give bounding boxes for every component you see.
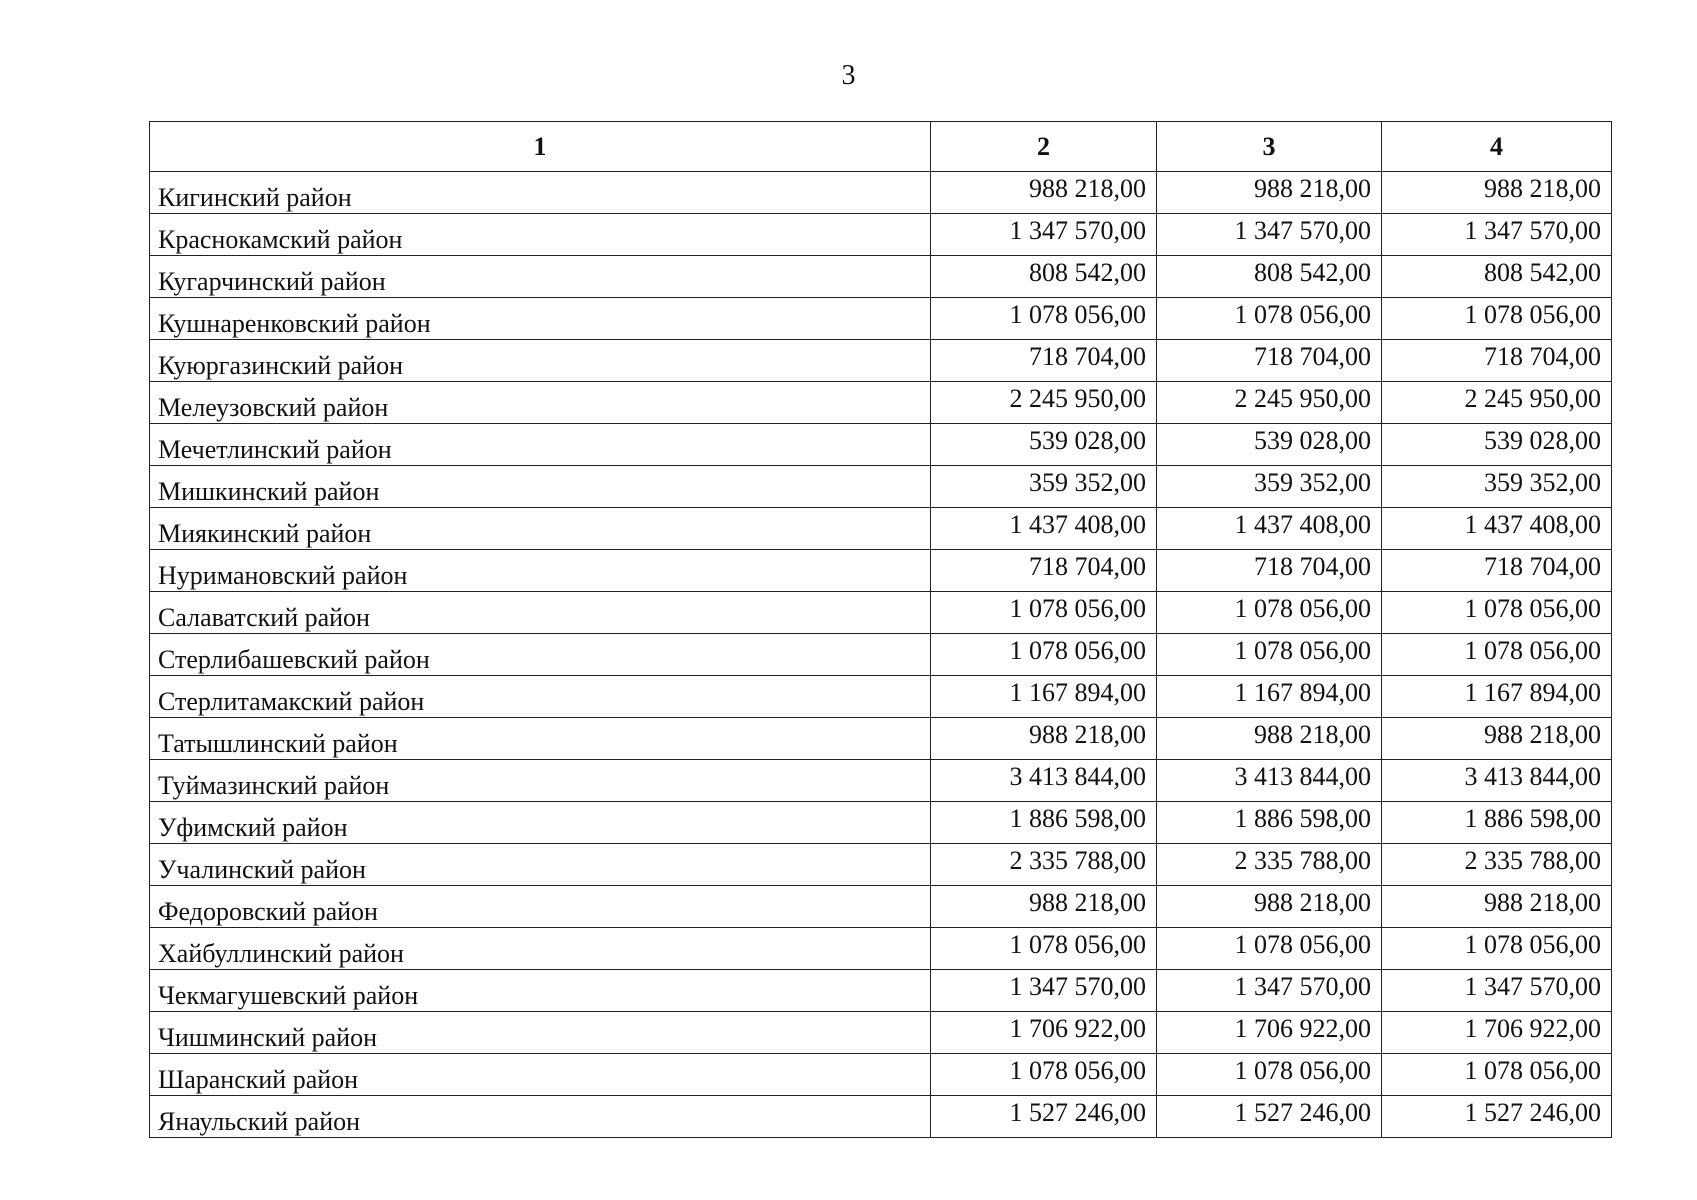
value-cell-col2: 1 167 894,00 <box>931 676 1157 718</box>
value-cell-col4: 1 078 056,00 <box>1382 928 1612 970</box>
value-cell-col4: 988 218,00 <box>1382 718 1612 760</box>
value-cell-col4: 1 347 570,00 <box>1382 214 1612 256</box>
table-row <box>150 466 1612 508</box>
value-cell-col3: 988 218,00 <box>1157 718 1382 760</box>
value-cell-col4: 1 527 246,00 <box>1382 1096 1612 1138</box>
value-cell-col2: 1 078 056,00 <box>931 634 1157 676</box>
value-cell-col4: 1 078 056,00 <box>1382 634 1612 676</box>
district-name-cell: Краснокамский район <box>150 214 931 256</box>
value-cell-col4: 808 542,00 <box>1382 256 1612 298</box>
district-name-cell: Куюргазинский район <box>150 340 931 382</box>
value-cell-col2: 1 886 598,00 <box>931 802 1157 844</box>
value-cell-col4: 359 352,00 <box>1382 466 1612 508</box>
value-cell-col2: 718 704,00 <box>931 550 1157 592</box>
value-cell-col3: 1 886 598,00 <box>1157 802 1382 844</box>
value-cell-col3: 1 527 246,00 <box>1157 1096 1382 1138</box>
district-name-cell: Мелеузовский район <box>150 382 931 424</box>
table-row <box>150 928 1612 970</box>
value-cell-col2: 1 078 056,00 <box>931 1054 1157 1096</box>
value-cell-col4: 3 413 844,00 <box>1382 760 1612 802</box>
value-cell-col2: 2 245 950,00 <box>931 382 1157 424</box>
table-row <box>150 970 1612 1012</box>
value-cell-col3: 1 347 570,00 <box>1157 214 1382 256</box>
value-cell-col3: 1 347 570,00 <box>1157 970 1382 1012</box>
table-row <box>150 886 1612 928</box>
district-name-cell: Миякинский район <box>150 508 931 550</box>
column-header-1: 1 <box>150 122 931 172</box>
table-row <box>150 718 1612 760</box>
district-name-cell: Кушнаренковский район <box>150 298 931 340</box>
value-cell-col2: 539 028,00 <box>931 424 1157 466</box>
value-cell-col2: 359 352,00 <box>931 466 1157 508</box>
value-cell-col3: 718 704,00 <box>1157 550 1382 592</box>
table-row <box>150 550 1612 592</box>
value-cell-col3: 1 078 056,00 <box>1157 634 1382 676</box>
district-name-cell: Чекмагушевский район <box>150 970 931 1012</box>
column-header-4: 4 <box>1382 122 1612 172</box>
table-header-row <box>150 122 1612 172</box>
value-cell-col3: 988 218,00 <box>1157 886 1382 928</box>
value-cell-col2: 2 335 788,00 <box>931 844 1157 886</box>
value-cell-col4: 1 706 922,00 <box>1382 1012 1612 1054</box>
value-cell-col2: 1 706 922,00 <box>931 1012 1157 1054</box>
value-cell-col4: 988 218,00 <box>1382 886 1612 928</box>
district-name-cell: Кугарчинский район <box>150 256 931 298</box>
value-cell-col3: 359 352,00 <box>1157 466 1382 508</box>
table-row <box>150 256 1612 298</box>
value-cell-col2: 988 218,00 <box>931 718 1157 760</box>
table-row <box>150 592 1612 634</box>
table-row <box>150 298 1612 340</box>
value-cell-col2: 3 413 844,00 <box>931 760 1157 802</box>
value-cell-col4: 2 335 788,00 <box>1382 844 1612 886</box>
district-name-cell: Татышлинский район <box>150 718 931 760</box>
value-cell-col2: 1 347 570,00 <box>931 970 1157 1012</box>
data-table <box>149 121 1612 1138</box>
table-row <box>150 340 1612 382</box>
table-row <box>150 676 1612 718</box>
page-number: 3 <box>841 60 856 91</box>
value-cell-col3: 2 245 950,00 <box>1157 382 1382 424</box>
district-name-cell: Федоровский район <box>150 886 931 928</box>
value-cell-col4: 988 218,00 <box>1382 172 1612 214</box>
district-name-cell: Туймазинский район <box>150 760 931 802</box>
value-cell-col2: 988 218,00 <box>931 172 1157 214</box>
district-name-cell: Мечетлинский район <box>150 424 931 466</box>
district-name-cell: Чишминский район <box>150 1012 931 1054</box>
value-cell-col4: 1 078 056,00 <box>1382 298 1612 340</box>
district-name-cell: Мишкинский район <box>150 466 931 508</box>
value-cell-col4: 718 704,00 <box>1382 550 1612 592</box>
table-row <box>150 508 1612 550</box>
district-name-cell: Шаранский район <box>150 1054 931 1096</box>
table-body <box>150 172 1612 1138</box>
value-cell-col3: 1 078 056,00 <box>1157 928 1382 970</box>
district-name-cell: Стерлибашевский район <box>150 634 931 676</box>
district-name-cell: Салаватский район <box>150 592 931 634</box>
district-name-cell: Уфимский район <box>150 802 931 844</box>
table-row <box>150 424 1612 466</box>
table-row <box>150 802 1612 844</box>
table-row <box>150 1054 1612 1096</box>
value-cell-col3: 1 167 894,00 <box>1157 676 1382 718</box>
value-cell-col4: 1 886 598,00 <box>1382 802 1612 844</box>
district-name-cell: Учалинский район <box>150 844 931 886</box>
district-name-cell: Янаульский район <box>150 1096 931 1138</box>
value-cell-col2: 1 078 056,00 <box>931 298 1157 340</box>
value-cell-col2: 988 218,00 <box>931 886 1157 928</box>
value-cell-col3: 3 413 844,00 <box>1157 760 1382 802</box>
value-cell-col3: 988 218,00 <box>1157 172 1382 214</box>
value-cell-col2: 1 437 408,00 <box>931 508 1157 550</box>
value-cell-col4: 718 704,00 <box>1382 340 1612 382</box>
value-cell-col2: 1 347 570,00 <box>931 214 1157 256</box>
table-row <box>150 214 1612 256</box>
value-cell-col3: 539 028,00 <box>1157 424 1382 466</box>
district-name-cell: Кигинский район <box>150 172 931 214</box>
value-cell-col4: 1 347 570,00 <box>1382 970 1612 1012</box>
value-cell-col3: 1 706 922,00 <box>1157 1012 1382 1054</box>
table-row <box>150 1012 1612 1054</box>
value-cell-col4: 1 437 408,00 <box>1382 508 1612 550</box>
district-name-cell: Стерлитамакский район <box>150 676 931 718</box>
value-cell-col4: 1 167 894,00 <box>1382 676 1612 718</box>
value-cell-col2: 1 078 056,00 <box>931 928 1157 970</box>
value-cell-col3: 1 078 056,00 <box>1157 298 1382 340</box>
table-row <box>150 1096 1612 1138</box>
value-cell-col3: 1 437 408,00 <box>1157 508 1382 550</box>
table-row <box>150 382 1612 424</box>
value-cell-col2: 1 078 056,00 <box>931 592 1157 634</box>
value-cell-col2: 1 527 246,00 <box>931 1096 1157 1138</box>
value-cell-col3: 1 078 056,00 <box>1157 592 1382 634</box>
value-cell-col3: 2 335 788,00 <box>1157 844 1382 886</box>
value-cell-col4: 1 078 056,00 <box>1382 592 1612 634</box>
column-header-2: 2 <box>931 122 1157 172</box>
column-header-3: 3 <box>1157 122 1382 172</box>
value-cell-col4: 539 028,00 <box>1382 424 1612 466</box>
value-cell-col3: 718 704,00 <box>1157 340 1382 382</box>
table-row <box>150 634 1612 676</box>
district-name-cell: Нуримановский район <box>150 550 931 592</box>
table-row <box>150 844 1612 886</box>
table-row <box>150 172 1612 214</box>
value-cell-col4: 2 245 950,00 <box>1382 382 1612 424</box>
value-cell-col3: 808 542,00 <box>1157 256 1382 298</box>
value-cell-col3: 1 078 056,00 <box>1157 1054 1382 1096</box>
value-cell-col4: 1 078 056,00 <box>1382 1054 1612 1096</box>
value-cell-col2: 718 704,00 <box>931 340 1157 382</box>
table-row <box>150 760 1612 802</box>
district-name-cell: Хайбуллинский район <box>150 928 931 970</box>
value-cell-col2: 808 542,00 <box>931 256 1157 298</box>
